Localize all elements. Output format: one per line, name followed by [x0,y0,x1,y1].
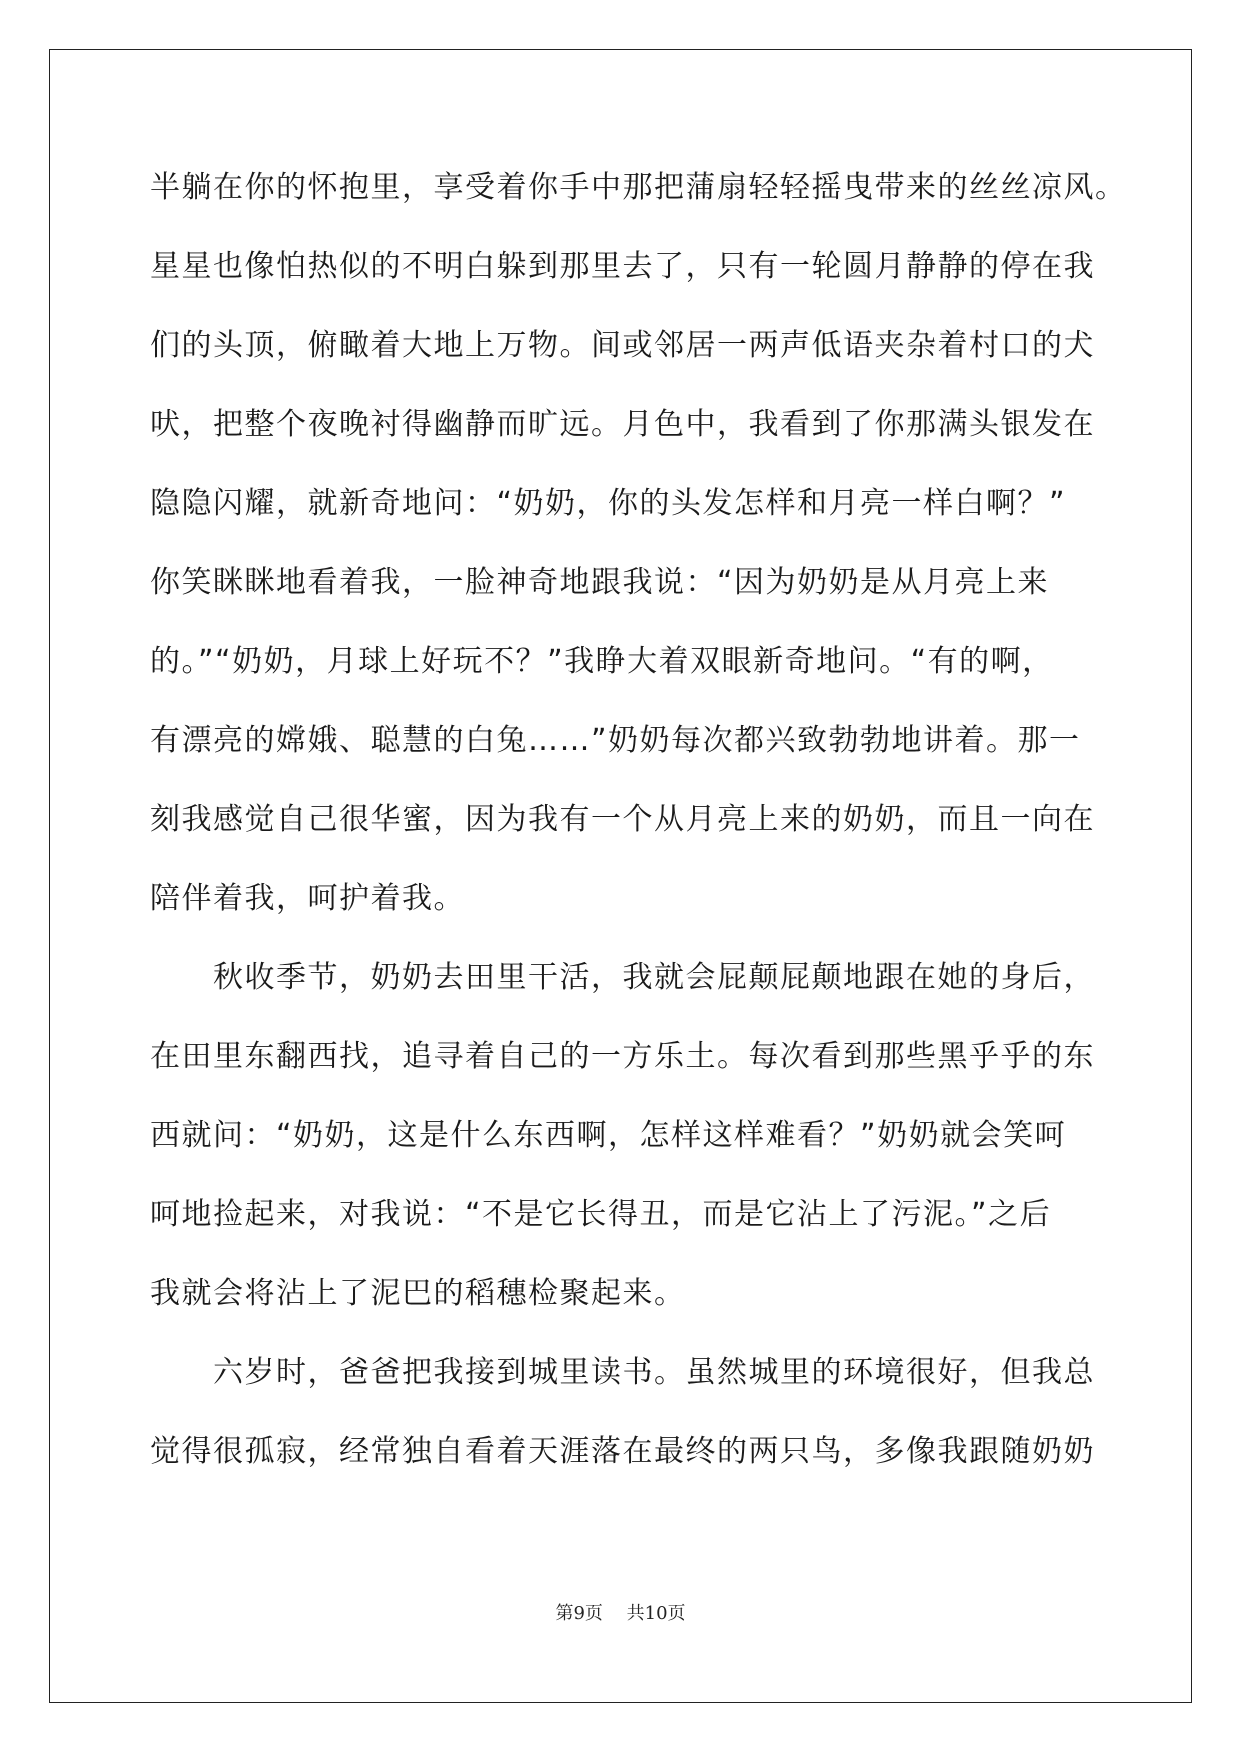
document-body [150,148,1127,1491]
text-line: 有漂亮的嫦娥、聪慧的白兔……”奶奶每次都兴致勃勃地讲着。那一 [150,723,1081,758]
text-line: 西就问：“奶奶，这是什么东西啊，怎样这样难看？”奶奶就会笑呵 [150,1118,1067,1153]
text-line: 吠，把整个夜晚衬得幽静而旷远。月色中，我看到了你那满头银发在 [150,407,1095,442]
text-line: 隐隐闪耀，就新奇地问：“奶奶，你的头发怎样和月亮一样白啊？” [150,486,1067,521]
text-line: 呵地捡起来，对我说：“不是它长得丑，而是它沾上了污泥。”之后 [150,1197,1052,1232]
text-line: 在田里东翻西找，追寻着自己的一方乐土。每次看到那些黑乎乎的东 [150,1039,1095,1074]
paragraph-start-line: 秋收季节，奶奶去田里干活，我就会屁颠屁颠地跟在她的身后， [150,960,1095,995]
text-line: 你笑眯眯地看着我，一脸神奇地跟我说：“因为奶奶是从月亮上来 [150,565,1050,600]
text-line: 半躺在你的怀抱里，享受着你手中那把蒲扇轻轻摇曳带来的丝丝凉风。 [150,170,1127,205]
text-line: 们的头顶，俯瞰着大地上万物。间或邻居一两声低语夹杂着村口的犬 [150,328,1095,363]
text-line: 我就会将沾上了泥巴的稻穗检聚起来。 [150,1276,686,1311]
text-line: 觉得很孤寂，经常独自看着天涯落在最终的两只鸟，多像我跟随奶奶 [150,1434,1095,1469]
text-line: 的。”“奶奶，月球上好玩不？”我睁大着双眼新奇地问。“有的啊， [150,644,1054,679]
text-line: 陪伴着我，呵护着我。 [150,881,465,916]
text-line: 星星也像怕热似的不明白躲到那里去了，只有一轮圆月静静的停在我 [150,249,1095,284]
page-number-footer: 第9页 共10页 [555,1603,686,1624]
text-line: 刻我感觉自己很华蜜，因为我有一个从月亮上来的奶奶，而且一向在 [150,802,1095,837]
paragraph-start-line: 六岁时，爸爸把我接到城里读书。虽然城里的环境很好，但我总 [150,1355,1095,1390]
